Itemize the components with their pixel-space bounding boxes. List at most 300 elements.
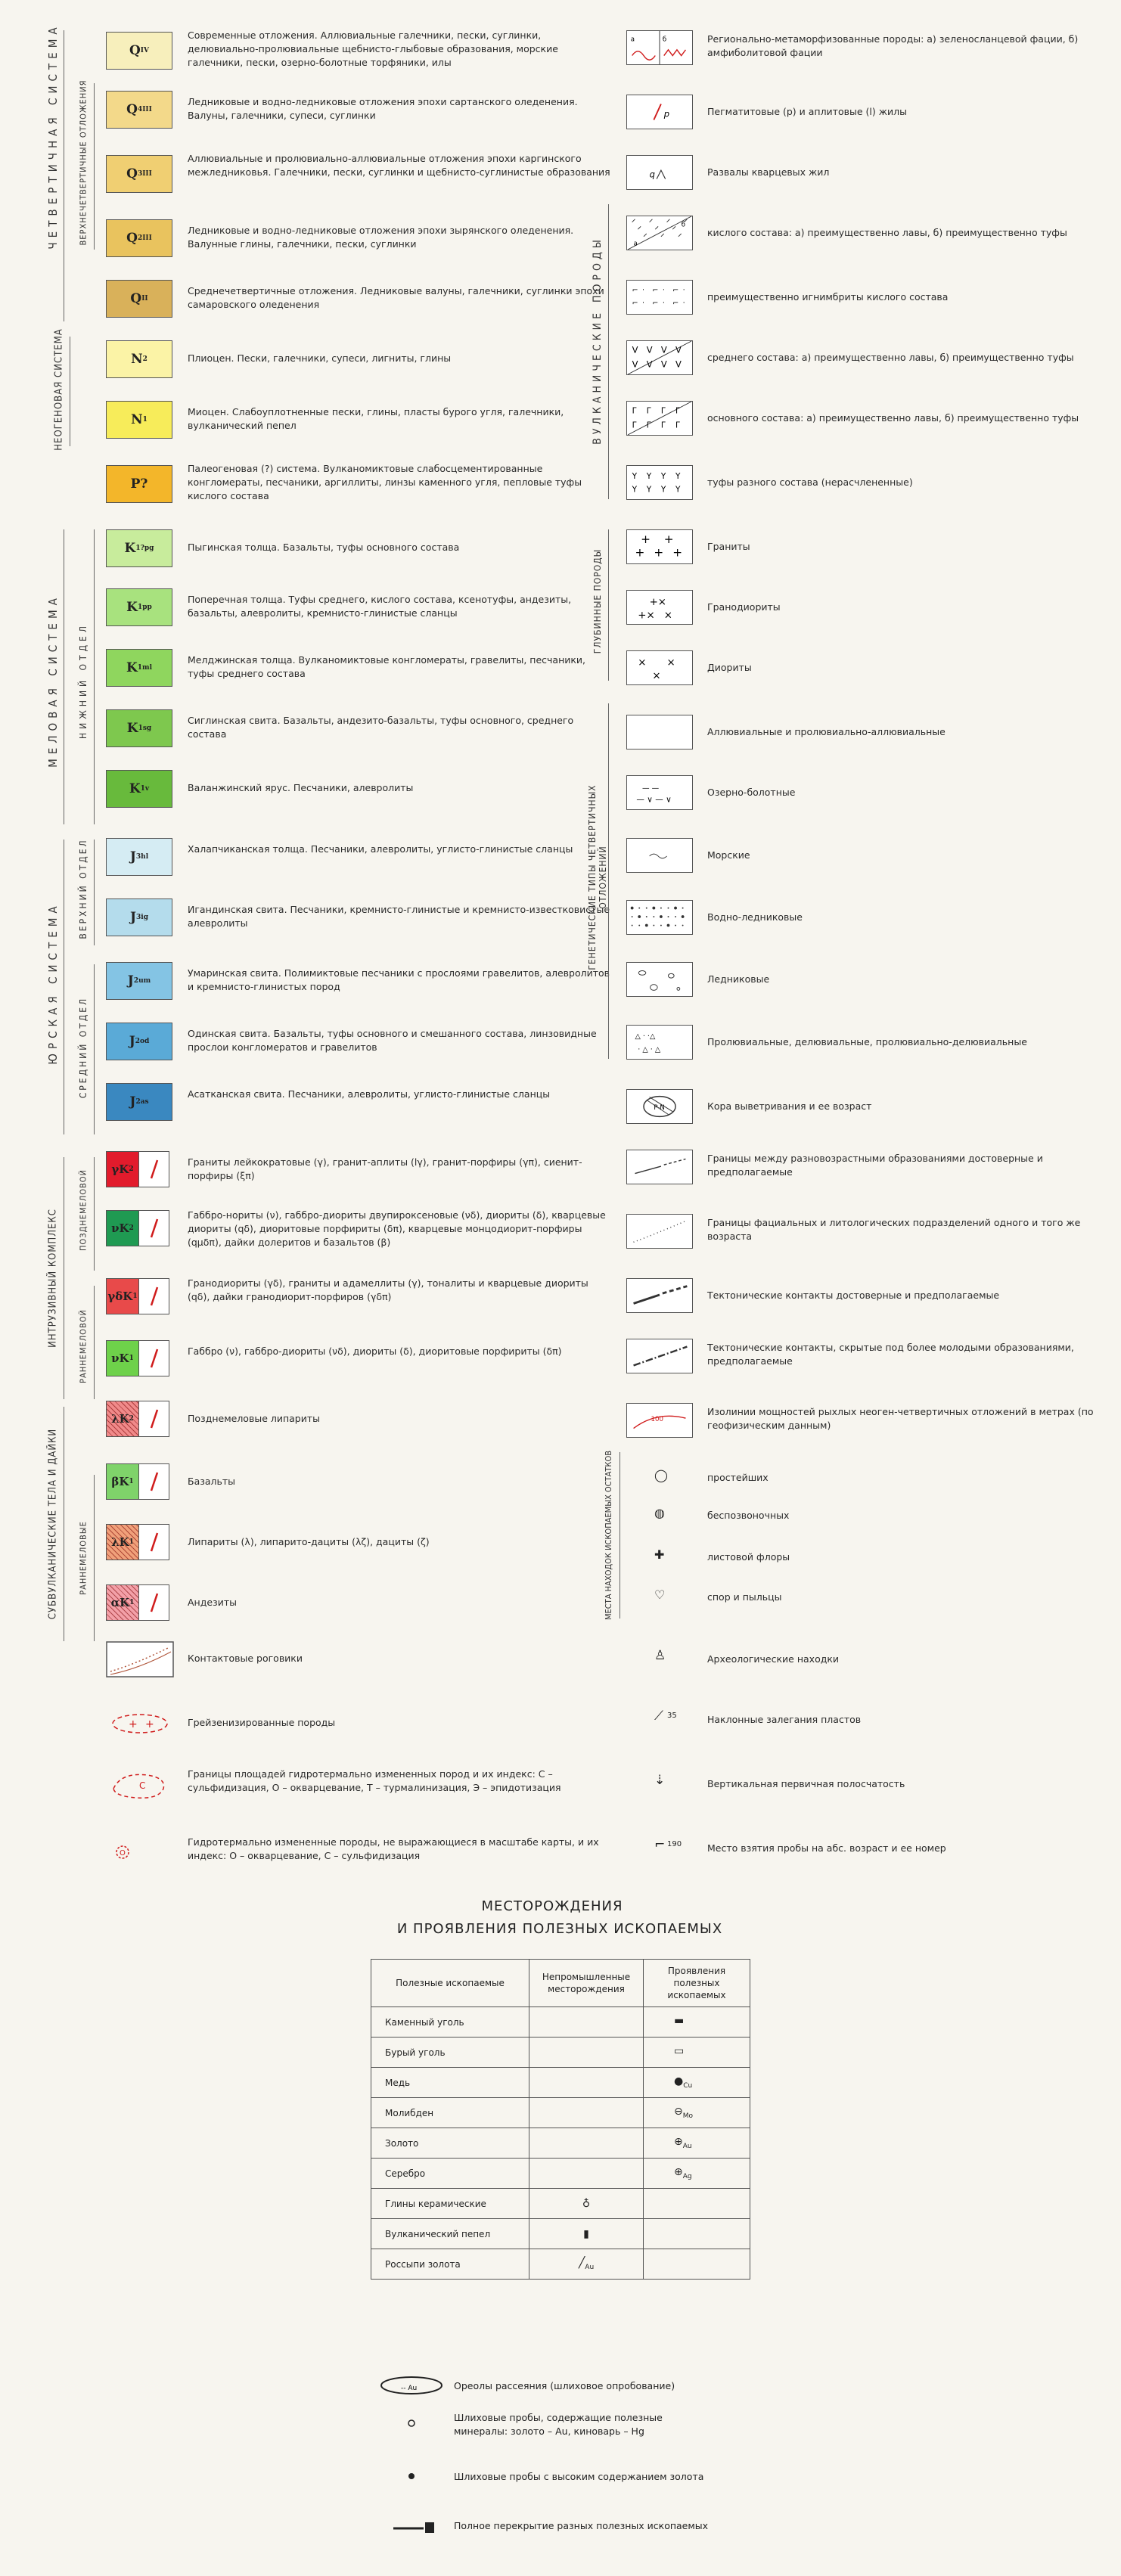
svg-text:Г: Г — [675, 406, 681, 416]
table-row — [371, 2219, 750, 2249]
occurrence-symbol — [644, 2068, 750, 2098]
fluvioglacial-pattern — [626, 900, 693, 935]
swatch-code: J — [129, 910, 137, 925]
swatch-code: J — [127, 973, 134, 989]
swatch-code-sub: 3hl — [135, 853, 149, 861]
intrusive-swatch — [106, 1401, 169, 1437]
svg-text:100: 100 — [651, 1415, 663, 1423]
snail-icon: ◍ — [654, 1506, 665, 1520]
swatch-code: K — [129, 781, 141, 796]
legend-text: Тектонические контакты, скрытые под более молодыми образованиями, предполагаемые — [707, 1342, 1074, 1367]
group-label: МЕЛОВАЯ СИСТЕМА — [46, 594, 60, 768]
deposit-symbol-glyph: ▮ — [583, 2227, 589, 2240]
line-dotted-pattern — [626, 1214, 693, 1249]
mineral-name: Глины керамические — [371, 2189, 529, 2219]
legend-text: Гранодиориты — [707, 601, 781, 613]
code-main: νK — [111, 1352, 129, 1365]
group-bracket — [94, 1475, 95, 1641]
svg-text:Y: Y — [675, 472, 681, 482]
legend-text: Среднечетвертичные отложения. Ледниковые валуны, галечники, суглинки эпохи самаровского оледенения — [188, 285, 604, 310]
deposits-title: МЕСТОРОЖДЕНИЯ — [481, 1898, 623, 1914]
marine-pattern — [626, 838, 693, 873]
svg-text:V: V — [646, 344, 653, 355]
legend-text: Одинская свита. Базальты, туфы основного и смешанного состава, линзовидные прослои конгломератов и гравелитов — [188, 1028, 597, 1053]
legend-text: Базальты — [188, 1476, 236, 1487]
group-label: ГЕНЕТИЧЕСКИЕ ТИПЫ ЧЕТВЕРТИЧНЫХ ОТЛОЖЕНИЙ — [587, 784, 608, 970]
code-sub: 2 — [129, 1165, 134, 1173]
swatch-code-sub: III — [142, 234, 152, 242]
svg-text:· △ · △: · △ · △ — [638, 1045, 661, 1054]
svg-text:+: + — [641, 532, 651, 547]
svg-text:⌐: ⌐ — [672, 299, 679, 308]
svg-text:Г: Г — [660, 421, 666, 430]
intrusive-swatch — [106, 1210, 169, 1246]
table-row — [371, 2007, 750, 2038]
legend-swatch — [106, 401, 172, 439]
swatch-code: J — [129, 1094, 136, 1110]
arch-icon: ♙ — [654, 1648, 666, 1663]
svg-text:+×: +× — [649, 597, 667, 609]
legend-text: беспозвоночных — [707, 1510, 790, 1521]
legend-text: Позднемеловые липариты — [188, 1413, 321, 1424]
code-main: αK — [110, 1596, 130, 1609]
dike-line-icon — [139, 1152, 169, 1187]
svg-text:·: · — [642, 299, 645, 308]
occurrence-symbol-glyph: ⊖ — [674, 2106, 683, 2118]
granodiorite-pattern — [626, 590, 693, 625]
svg-text:Г: Г — [660, 406, 666, 416]
occurrence-symbol-index: Au — [682, 2142, 692, 2150]
code-sub: 1 — [129, 1538, 134, 1546]
svg-text:+: + — [654, 545, 664, 560]
svg-text:+: + — [672, 545, 683, 560]
svg-text:+: + — [635, 545, 645, 560]
svg-text:+: + — [129, 1718, 138, 1730]
heart-icon: ♡ — [654, 1587, 666, 1602]
group-label: ВУЛКАНИЧЕСКИЕ ПОРОДЫ — [592, 236, 604, 445]
legend-text: Шлиховые пробы, содержащие полезные минералы: золото – Au, киноварь – Hg — [454, 2412, 663, 2437]
swatch-code-sup: 4 — [137, 106, 143, 113]
legend-text: Палеогеновая (?) система. Вулканомиктовые слабосцементированные конгломераты, песчаники, аргиллиты, линзы каменного угля, пепловые туфы кислого состава — [188, 463, 582, 501]
legend-text: Современные отложения. Аллювиальные галечники, пески, суглинки, делювиально-пролювиальные щебнисто-глыбовые образования, морские галечники, пески, озерно-болотные торфяники, илы — [188, 29, 558, 68]
group-bracket — [94, 529, 95, 824]
legend-text: кислого состава: а) преимущественно лавы, б) преимущественно туфы — [707, 227, 1067, 238]
svg-text:Y: Y — [660, 472, 666, 482]
svg-text:·: · — [682, 299, 685, 308]
group-label: СРЕДНИЙ ОТДЕЛ — [78, 996, 88, 1099]
group-label: ЧЕТВЕРТИЧНАЯ СИСТЕМА — [46, 23, 60, 250]
isoline-pattern — [626, 1403, 693, 1438]
swatch-code-sub: 2 — [142, 355, 148, 363]
legend-text: Грейзенизированные породы — [188, 1717, 336, 1728]
legend-text: Плиоцен. Пески, галечники, супеси, лигниты, глины — [188, 352, 452, 364]
legend-text: Границы фациальных и литологических подразделений одного и того же возраста — [707, 1217, 1081, 1242]
svg-text:⌐: ⌐ — [652, 299, 659, 308]
svg-text:Г: Г — [632, 406, 638, 416]
dike-line-icon — [139, 1279, 169, 1314]
code-main: γK — [111, 1162, 129, 1176]
dike-line-icon — [139, 1341, 169, 1376]
legend-text: Аллювиальные и пролювиально-аллювиальные отложения эпохи каргинского межледниковья. Галечники, пески, суглинки и щебнисто-суглинистые образования — [188, 153, 610, 178]
legend-text: Границы между разновозрастными образованиями достоверные и предполагаемые — [707, 1153, 1043, 1178]
code-sub: 1 — [129, 1599, 135, 1606]
swatch-code — [107, 1279, 139, 1314]
dip-icon: ⟋ — [654, 1709, 663, 1724]
legend-text: Ореолы рассеяния (шлиховое опробование) — [454, 2380, 675, 2391]
hydrothermal-point-icon — [106, 1834, 174, 1875]
legend-text: Археологические находки — [707, 1653, 840, 1665]
legend-text: Диориты — [707, 662, 752, 673]
table-row — [371, 2249, 750, 2280]
swatch-code — [107, 1401, 139, 1436]
dike-line-icon — [139, 1585, 169, 1620]
dike-line-icon — [139, 1211, 169, 1246]
swatch-code: Q — [129, 43, 141, 58]
deposit-symbol — [529, 2249, 644, 2280]
intrusive-swatch — [106, 1584, 169, 1621]
swatch-code — [107, 1585, 139, 1620]
deposit-symbol — [529, 2007, 644, 2038]
svg-text:V: V — [660, 358, 667, 370]
occurrence-symbol — [644, 2189, 750, 2219]
mineral-name: Медь — [371, 2068, 529, 2098]
legend-text: Ледниковые — [707, 973, 770, 985]
legend-text: Ледниковые и водно-ледниковые отложения эпохи зырянского оледенения. Валунные глины, галечники, пески, суглинки — [188, 225, 574, 250]
dike-line-icon — [139, 1525, 169, 1560]
group-label: РАННЕМЕЛОВОЙ — [78, 1309, 88, 1383]
deposit-symbol-glyph: ╱ — [578, 2257, 585, 2270]
glacial-pattern — [626, 962, 693, 997]
svg-text:×: × — [652, 670, 661, 682]
legend-swatch — [106, 155, 172, 193]
svg-text:p: p — [663, 108, 670, 119]
svg-text:O: O — [120, 1849, 126, 1858]
legend-text: Контактовые роговики — [188, 1653, 303, 1664]
swatch-code-sub: 1sg — [138, 725, 152, 732]
table-row — [371, 2128, 750, 2159]
occurrence-symbol-index: Mo — [682, 2112, 694, 2120]
swatch-code: Q — [130, 291, 142, 306]
overlap-icon — [378, 2515, 446, 2540]
legend-text: листовой флоры — [707, 1551, 790, 1563]
legend-text: Сиглинская свита. Базальты, андезито-базальты, туфы основного, среднего состава — [188, 715, 574, 740]
occurrence-symbol-glyph: ⊕ — [674, 2166, 683, 2179]
legend-text: простейших — [707, 1472, 769, 1483]
dike-line-icon — [139, 1401, 169, 1436]
hydrothermal-area-icon — [106, 1766, 174, 1807]
legend-swatch — [106, 770, 172, 808]
swatch-code-sub: 1v — [140, 785, 150, 793]
table-header-row — [371, 1960, 750, 2007]
occurrence-symbol-index: Ag — [682, 2172, 692, 2180]
swatch-code-sup: 3 — [137, 170, 143, 178]
legend-text: Морские — [707, 849, 750, 861]
svg-text:△ · ·△: △ · ·△ — [635, 1032, 656, 1041]
group-label: ЮРСКАЯ СИСТЕМА — [46, 902, 60, 1065]
svg-text:V: V — [675, 358, 682, 370]
legend-text: Пыгинская толща. Базальты, туфы основного состава — [188, 542, 460, 553]
swatch-code-sub: 2um — [133, 977, 151, 985]
svg-text:⌐: ⌐ — [632, 299, 638, 308]
code-main: λK — [111, 1535, 129, 1549]
swatch-code-sub: 1 — [142, 416, 148, 424]
intrusive-swatch — [106, 1151, 169, 1187]
swatch-code: N — [131, 352, 143, 367]
legend-text: Валанжинский ярус. Песчаники, алевролиты — [188, 782, 414, 793]
occurrence-symbol — [644, 2098, 750, 2128]
svg-text:Y: Y — [632, 472, 638, 482]
table-row — [371, 2159, 750, 2189]
svg-text:·: · — [662, 286, 665, 295]
legend-text: туфы разного состава (нерасчлененные) — [707, 476, 913, 488]
deposit-symbol — [529, 2159, 644, 2189]
legend-text: Развалы кварцевых жил — [707, 166, 830, 178]
legend-text: Гранодиориты (γδ), граниты и адамеллиты (γ), тоналиты и кварцевые диориты (qδ), дайки гранодиорит-порфиров (γδπ) — [188, 1277, 588, 1302]
legend-text: Миоцен. Слабоуплотненные пески, глины, пласты бурого угля, галечники, вулканический пепел — [188, 406, 564, 431]
legend-text: Тектонические контакты достоверные и предполагаемые — [707, 1290, 1000, 1301]
line-tectonic-pattern — [626, 1278, 693, 1313]
legend-swatch — [106, 1083, 172, 1121]
occurrence-symbol-glyph: ⊕ — [674, 2136, 683, 2149]
dike-line-icon — [139, 1464, 169, 1499]
svg-text:Г: Г — [646, 421, 652, 430]
swatch-code: J — [129, 1034, 135, 1049]
legend-swatch — [106, 649, 172, 687]
legend-text: Граниты лейкократовые (γ), гранит-аплиты (lγ), гранит-порфиры (γπ), сиенит-порфиры (ξπ) — [188, 1156, 582, 1181]
swatch-code-sub: II — [141, 295, 148, 303]
legend-text: Наклонные залегания пластов — [707, 1714, 862, 1725]
group-label: ПОЗДНЕМЕЛОВОЙ — [78, 1169, 88, 1252]
legend-swatch — [106, 898, 172, 936]
svg-text:— —: — — — [642, 784, 660, 793]
legend-text: Аллювиальные и пролювиально-аллювиальные — [707, 726, 946, 737]
code-sub: 2 — [129, 1415, 134, 1423]
marsh-pattern — [626, 775, 693, 810]
leaf-icon: ✚ — [654, 1547, 665, 1562]
svg-text:а: а — [630, 36, 635, 44]
svg-text:·: · — [682, 286, 685, 295]
table-row — [371, 2068, 750, 2098]
legend-text: Изолинии мощностей рыхлых неоген-четвертичных отложений в метрах (по геофизическим данным) — [707, 1406, 1094, 1431]
svg-text:⌐: ⌐ — [652, 286, 659, 295]
group-label: ВЕРХНЕЧЕТВЕРТИЧНЫЕ ОТЛОЖЕНИЯ — [78, 79, 88, 246]
contact-hornfels-icon — [106, 1641, 174, 1682]
svg-text:— ∨ — ∨: — ∨ — ∨ — [636, 795, 672, 805]
swatch-code: Q — [126, 166, 138, 182]
deposit-symbol — [529, 2189, 644, 2219]
mineral-name: Каменный уголь — [371, 2007, 529, 2038]
occurrence-symbol — [644, 2128, 750, 2159]
occurrence-symbol-glyph: ● — [674, 2075, 684, 2088]
legend-text: преимущественно игнимбриты кислого состава — [707, 291, 949, 303]
group-bracket — [94, 1286, 95, 1399]
symbol-value-label: 35 — [667, 1712, 677, 1720]
table-row — [371, 2189, 750, 2219]
legend-text: Мелджинская толща. Вулканомиктовые конгломераты, гравелиты, песчаники, туфы среднего состава — [188, 654, 586, 679]
proluvial-pattern — [626, 1025, 693, 1060]
svg-text:P-N: P-N — [654, 1103, 665, 1112]
deposit-symbol-glyph: ♁ — [582, 2197, 591, 2210]
swatch-code-sub: 1ml — [137, 664, 152, 672]
basic-pattern — [626, 401, 693, 436]
legend-text: Кора выветривания и ее возраст — [707, 1100, 872, 1112]
mineral-name: Серебро — [371, 2159, 529, 2189]
legend-text: Граниты — [707, 541, 750, 552]
dot-open-icon — [378, 2413, 446, 2438]
group-bracket — [94, 964, 95, 1134]
swatch-code: K — [126, 660, 138, 675]
halo-icon — [378, 2375, 446, 2401]
legend-swatch — [106, 340, 172, 378]
legend-text: Ледниковые и водно-ледниковые отложения эпохи сартанского оледенения. Валуны, галечники, супеси, суглинки — [188, 96, 578, 121]
svg-text:Y: Y — [632, 485, 638, 495]
legend-text: Липариты (λ), липарито-дациты (λζ), дациты (ζ) — [188, 1536, 430, 1547]
svg-text:×: × — [666, 657, 675, 669]
legend-text: Андезиты — [188, 1597, 237, 1608]
granite-pattern — [626, 529, 693, 564]
legend-text: Гидротермально измененные породы, не выражающиеся в масштабе карты, и их индекс: О – окварцевание, С – сульфидизация — [188, 1836, 599, 1861]
code-sub: 1 — [129, 1478, 134, 1485]
group-label: НЕОГЕНОВАЯ СИСТЕМА — [53, 328, 65, 451]
greisen-icon — [106, 1705, 174, 1746]
svg-text:+: + — [663, 532, 674, 547]
swatch-code: Q — [126, 102, 138, 117]
group-label: ИНТРУЗИВНЫЙ КОМПЛЕКС — [47, 1209, 59, 1348]
mineral-name: Бурый уголь — [371, 2038, 529, 2068]
code-main: βK — [111, 1475, 129, 1488]
quartz-pattern — [626, 155, 693, 190]
deposit-symbol-index: Au — [585, 2263, 595, 2271]
legend-text: Полное перекрытие разных полезных ископаемых — [454, 2520, 709, 2531]
legend-swatch — [106, 32, 172, 70]
svg-text:б: б — [662, 36, 667, 44]
svg-text:×: × — [638, 657, 647, 669]
group-label: РАННЕМЕЛОВЫЕ — [78, 1521, 88, 1595]
legend-text: Место взятия пробы на абс. возраст и ее номер — [707, 1842, 946, 1854]
deposit-symbol — [529, 2219, 644, 2249]
occurrence-symbol — [644, 2159, 750, 2189]
legend-text: Вертикальная первичная полосчатость — [707, 1778, 905, 1789]
swatch-code-sub: 2od — [135, 1038, 150, 1045]
legend-text: Регионально-метаморфизованные породы: а) зеленосланцевой фации, б) амфиболитовой фации — [707, 33, 1079, 58]
group-bracket — [608, 703, 609, 1059]
svg-text:C: C — [139, 1780, 146, 1791]
intrusive-swatch — [106, 1463, 169, 1500]
swatch-code: J — [129, 849, 136, 864]
swatch-code: N — [131, 412, 143, 427]
legend-text: Пегматитовые (p) и аплитовые (l) жилы — [707, 106, 907, 117]
svg-text:⌐: ⌐ — [632, 286, 638, 295]
mineral-name: Золото — [371, 2128, 529, 2159]
legend-swatch — [106, 219, 172, 257]
svg-text:+: + — [145, 1718, 154, 1730]
svg-text:Y: Y — [646, 472, 652, 482]
group-bracket — [94, 1157, 95, 1271]
legend-text: Границы площадей гидротермально измененных пород и их индекс: С – сульфидизация, О – окварцевание, Т – турмалинизация, Э – эпидотизация — [188, 1768, 561, 1793]
svg-text:·: · — [662, 299, 665, 308]
dot-half-icon — [378, 2466, 446, 2491]
legend-text: Игандинская свита. Песчаники, кремнисто-глинистые и кремнисто-известковистые алевролиты — [188, 904, 610, 929]
svg-text:Г: Г — [646, 406, 652, 416]
intrusive-swatch — [106, 1278, 169, 1314]
group-label: ВЕРХНИЙ ОТДЕЛ — [78, 838, 88, 939]
svg-text:V: V — [675, 344, 682, 355]
swatch-code: Q — [126, 231, 138, 246]
code-sub: 1 — [129, 1355, 134, 1362]
line-hidden-pattern — [626, 1339, 693, 1373]
meta-pattern — [626, 30, 693, 65]
swatch-code-sub: 3ig — [136, 914, 149, 921]
swatch-code-sub: 2as — [135, 1098, 149, 1106]
group-label: СУБВУЛКАНИЧЕСКИЕ ТЕЛА И ДАЙКИ — [47, 1428, 59, 1620]
sample-icon: ⌐ — [654, 1837, 666, 1852]
legend-text: Пролювиальные, делювиальные, пролювиально-делювиальные — [707, 1036, 1027, 1047]
mineral-name: Россыпи золота — [371, 2249, 529, 2280]
occurrence-symbol-glyph: ▬ — [674, 2015, 685, 2028]
weathering-pattern — [626, 1089, 693, 1124]
legend-text: Шлиховые пробы с высоким содержанием золота — [454, 2471, 704, 2482]
legend-swatch — [106, 588, 172, 626]
legend-swatch — [106, 91, 172, 129]
table-row — [371, 2038, 750, 2068]
group-bracket — [608, 529, 609, 681]
svg-text:Y: Y — [675, 485, 681, 495]
tuffs-pattern — [626, 465, 693, 500]
blank-pattern — [626, 715, 693, 750]
swatch-code-sub: 1pp — [137, 604, 152, 611]
swatch-code: K — [126, 600, 138, 615]
legend-text: Габбро (ν), габбро-диориты (νδ), диориты (δ), диоритовые порфириты (δπ) — [188, 1345, 562, 1357]
ring-icon: ◯ — [654, 1468, 668, 1482]
svg-text:V: V — [660, 344, 667, 355]
svg-text:q: q — [649, 169, 655, 180]
legend-text: среднего состава: а) преимущественно лавы, б) преимущественно туфы — [707, 352, 1074, 363]
deposits-table — [371, 1959, 750, 2280]
code-sub: 1 — [132, 1293, 138, 1300]
occurrence-symbol-index: Cu — [683, 2081, 693, 2090]
deposit-symbol — [529, 2038, 644, 2068]
swatch-code-sup: 2 — [137, 234, 143, 242]
group-label: ГЛУБИННЫЕ ПОРОДЫ — [592, 548, 603, 654]
pegm-pattern — [626, 95, 693, 129]
svg-text:V: V — [632, 344, 638, 355]
symbol-value-label: 190 — [667, 1840, 682, 1848]
legend-swatch — [106, 1023, 172, 1060]
svg-text:б: б — [681, 221, 686, 229]
code-main: νK — [111, 1221, 129, 1235]
deposit-symbol — [529, 2068, 644, 2098]
svg-text:V: V — [632, 358, 638, 370]
svg-text:Y: Y — [646, 485, 652, 495]
legend-text: Асатканская свита. Песчаники, алевролиты, углисто-глинистые сланцы — [188, 1088, 551, 1100]
svg-text:+×: +× — [638, 610, 655, 622]
svg-text:V: V — [646, 358, 653, 370]
column-header: Проявления полезных ископаемых — [644, 1960, 750, 2007]
legend-text: спор и пыльцы — [707, 1591, 782, 1603]
swatch-code-sub: IV — [140, 47, 149, 54]
legend-text: Халапчиканская толща. Песчаники, алевролиты, углисто-глинистые сланцы — [188, 843, 573, 855]
svg-text:Г: Г — [675, 421, 681, 430]
code-main: γδK — [107, 1290, 133, 1303]
column-header: Непромышленные месторождения — [529, 1960, 644, 2007]
svg-text:·: · — [642, 286, 645, 295]
felsic-pattern — [626, 216, 693, 250]
line-solid-pattern — [626, 1150, 693, 1184]
swatch-code: P? — [130, 476, 148, 492]
table-row — [371, 2098, 750, 2128]
code-sub: 2 — [129, 1224, 134, 1232]
svg-text:Y: Y — [660, 485, 666, 495]
